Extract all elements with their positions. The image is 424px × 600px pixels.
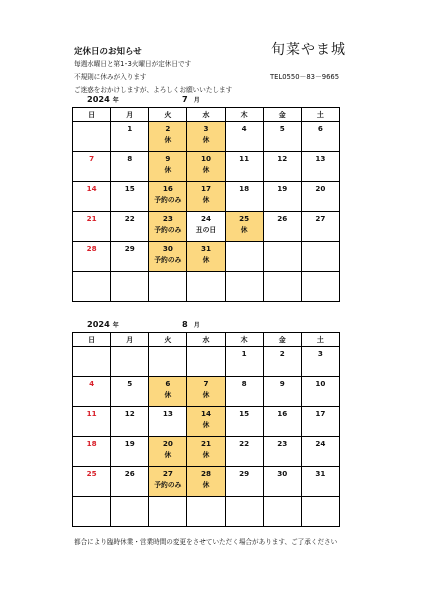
calendar-day-cell	[301, 467, 339, 497]
page-title: 定休日のお知らせ	[74, 47, 142, 57]
calendar-day-cell	[111, 437, 149, 467]
day-number: 31	[200, 244, 211, 253]
day-number: 13	[315, 154, 326, 163]
calendar-day-cell	[301, 242, 339, 272]
calendar-day-cell	[73, 497, 111, 527]
weekday-header: 金	[263, 333, 301, 347]
day-number	[149, 497, 186, 510]
day-number	[149, 347, 186, 360]
calendar-1-year: 2024 年	[87, 94, 119, 104]
day-number: 22	[239, 439, 250, 448]
day-note: 予約のみ	[154, 226, 182, 234]
day-number	[111, 497, 148, 510]
calendar-day-cell	[187, 242, 225, 272]
calendar-day-cell	[111, 497, 149, 527]
day-number: 15	[239, 409, 250, 418]
day-number: 28	[86, 244, 97, 253]
day-number: 29	[239, 469, 250, 478]
calendar-week-row	[73, 182, 340, 212]
day-number: 5	[279, 124, 285, 133]
day-number: 3	[203, 124, 209, 133]
calendar-day-cell	[263, 212, 301, 242]
calendar-day-cell	[111, 212, 149, 242]
calendar-day-cell	[225, 272, 263, 302]
weekday-header: 水	[187, 108, 225, 122]
notice-line-2: 不規則に休みが入ります	[74, 73, 147, 81]
calendar-day-cell	[225, 467, 263, 497]
calendar-day-cell	[111, 377, 149, 407]
weekday-header: 土	[301, 333, 339, 347]
calendar-day-cell	[263, 437, 301, 467]
day-note: 休	[202, 481, 210, 489]
day-number: 20	[162, 439, 173, 448]
day-number	[111, 347, 148, 360]
calendar-august	[72, 332, 340, 527]
calendar-day-cell	[187, 122, 225, 152]
calendar-day-cell	[73, 272, 111, 302]
calendar-day-cell	[263, 182, 301, 212]
day-number: 6	[165, 379, 171, 388]
calendar-day-cell	[301, 437, 339, 467]
calendar-week-row	[73, 242, 340, 272]
day-number: 12	[124, 409, 135, 418]
weekday-header: 月	[111, 108, 149, 122]
day-number: 24	[200, 214, 211, 223]
day-note: 休	[164, 451, 172, 459]
day-number: 18	[239, 184, 250, 193]
day-number: 30	[162, 244, 173, 253]
day-note: 予約のみ	[154, 481, 182, 489]
phone-number: TEL0550－83－9665	[270, 73, 340, 81]
calendar-day-cell	[301, 152, 339, 182]
notice-line-1: 毎週水曜日と第1･3火曜日が定休日です	[74, 60, 192, 68]
day-number	[111, 272, 148, 285]
calendar-day-cell	[225, 497, 263, 527]
calendar-day-cell	[301, 272, 339, 302]
day-number	[73, 497, 110, 510]
calendar-week-row	[73, 467, 340, 497]
calendar-day-cell	[263, 407, 301, 437]
day-number: 26	[124, 469, 135, 478]
calendar-week-row	[73, 407, 340, 437]
day-number	[264, 497, 301, 510]
calendar-day-cell	[73, 467, 111, 497]
calendar-day-cell	[301, 347, 339, 377]
day-number: 2	[165, 124, 171, 133]
calendar-day-cell	[73, 182, 111, 212]
calendar-day-cell	[225, 182, 263, 212]
day-number: 14	[200, 409, 211, 418]
day-number: 9	[279, 379, 285, 388]
day-number: 29	[124, 244, 135, 253]
calendar-week-row	[73, 152, 340, 182]
calendar-day-cell	[225, 377, 263, 407]
day-number: 9	[165, 154, 171, 163]
day-number	[187, 272, 224, 285]
day-note: 休	[202, 391, 210, 399]
calendar-day-cell	[149, 122, 187, 152]
calendar-day-cell	[149, 182, 187, 212]
calendar-day-cell	[263, 122, 301, 152]
calendar-week-row	[73, 377, 340, 407]
calendar-day-cell	[149, 407, 187, 437]
day-number: 1	[127, 124, 133, 133]
weekday-header: 月	[111, 333, 149, 347]
calendar-day-cell	[73, 152, 111, 182]
day-number: 13	[162, 409, 173, 418]
calendar-day-cell	[225, 407, 263, 437]
calendar-day-cell	[111, 122, 149, 152]
calendar-day-cell	[263, 272, 301, 302]
calendar-day-cell	[149, 152, 187, 182]
calendar-day-cell	[225, 122, 263, 152]
calendar-day-cell	[301, 122, 339, 152]
day-note: 休	[202, 451, 210, 459]
calendar-day-cell	[263, 467, 301, 497]
calendar-day-cell	[149, 272, 187, 302]
calendar-day-cell	[149, 437, 187, 467]
calendar-day-cell	[263, 347, 301, 377]
day-number: 30	[277, 469, 288, 478]
day-note: 休	[164, 166, 172, 174]
calendar-day-cell	[225, 347, 263, 377]
day-number	[264, 272, 301, 285]
day-number	[73, 347, 110, 360]
day-number: 28	[200, 469, 211, 478]
calendar-day-cell	[149, 497, 187, 527]
day-number	[226, 272, 263, 285]
day-number: 4	[241, 124, 247, 133]
calendar-day-cell	[301, 212, 339, 242]
weekday-header: 日	[73, 108, 111, 122]
calendar-day-cell	[111, 347, 149, 377]
day-number: 16	[277, 409, 288, 418]
day-number	[187, 347, 224, 360]
calendar-2-month: 8 月	[182, 319, 200, 329]
calendar-day-cell	[111, 182, 149, 212]
weekday-header: 土	[301, 108, 339, 122]
day-note: 休	[202, 166, 210, 174]
day-number	[264, 242, 301, 255]
calendar-day-cell	[263, 377, 301, 407]
day-number: 27	[162, 469, 173, 478]
day-number: 10	[315, 379, 326, 388]
day-note: 休	[202, 256, 210, 264]
weekday-header: 木	[225, 108, 263, 122]
calendar-day-cell	[187, 212, 225, 242]
day-number: 25	[239, 214, 250, 223]
day-number: 22	[124, 214, 135, 223]
calendar-day-cell	[187, 437, 225, 467]
weekday-header: 日	[73, 333, 111, 347]
day-note: 丑の日	[195, 226, 217, 234]
calendar-day-cell	[187, 377, 225, 407]
day-note: 休	[202, 421, 210, 429]
calendar-day-cell	[225, 242, 263, 272]
day-note: 休	[202, 136, 210, 144]
calendar-day-cell	[73, 347, 111, 377]
calendar-day-cell	[149, 347, 187, 377]
day-number: 23	[162, 214, 173, 223]
day-number: 8	[241, 379, 247, 388]
day-number: 15	[124, 184, 135, 193]
day-number: 3	[317, 349, 323, 358]
weekday-header: 火	[149, 333, 187, 347]
day-number: 19	[124, 439, 135, 448]
day-number: 21	[200, 439, 211, 448]
day-number: 4	[89, 379, 95, 388]
day-number	[226, 242, 263, 255]
calendar-week-row	[73, 437, 340, 467]
day-number: 18	[86, 439, 97, 448]
day-number	[302, 497, 339, 510]
calendar-day-cell	[187, 182, 225, 212]
day-number: 11	[239, 154, 250, 163]
day-number: 6	[317, 124, 323, 133]
day-number	[73, 272, 110, 285]
weekday-header: 火	[149, 108, 187, 122]
calendar-1-month: 7 月	[182, 94, 200, 104]
calendar-day-cell	[111, 407, 149, 437]
day-number: 8	[127, 154, 133, 163]
calendar-day-cell	[301, 377, 339, 407]
day-number: 7	[89, 154, 95, 163]
calendar-day-cell	[225, 152, 263, 182]
calendar-day-cell	[73, 212, 111, 242]
calendar-day-cell	[263, 152, 301, 182]
footer-note: 都合により臨時休業・営業時間の変更をさせていただく場合があります、ご了承ください	[74, 538, 338, 546]
calendar-day-cell	[73, 122, 111, 152]
day-number	[73, 122, 110, 135]
day-note: 休	[202, 196, 210, 204]
day-number: 12	[277, 154, 288, 163]
calendar-week-row	[73, 347, 340, 377]
calendar-day-cell	[111, 272, 149, 302]
calendar-day-cell	[225, 437, 263, 467]
calendar-day-cell	[187, 467, 225, 497]
calendar-day-cell	[187, 407, 225, 437]
weekday-header: 木	[225, 333, 263, 347]
calendar-day-cell	[187, 347, 225, 377]
weekday-header: 水	[187, 333, 225, 347]
day-number: 17	[200, 184, 211, 193]
calendar-day-cell	[263, 497, 301, 527]
day-number: 11	[86, 409, 97, 418]
weekday-header: 金	[263, 108, 301, 122]
calendar-day-cell	[149, 377, 187, 407]
calendar-day-cell	[73, 407, 111, 437]
calendar-day-cell	[225, 212, 263, 242]
day-note: 休	[240, 226, 248, 234]
day-number: 19	[277, 184, 288, 193]
day-note: 予約のみ	[154, 196, 182, 204]
calendar-day-cell	[301, 497, 339, 527]
shop-name: 旬菜やま城	[271, 42, 346, 58]
notice-line-3: ご迷惑をおかけしますが、よろしくお願いいたします	[74, 86, 233, 94]
day-number	[302, 242, 339, 255]
day-number: 27	[315, 214, 326, 223]
day-number	[187, 497, 224, 510]
calendar-day-cell	[73, 437, 111, 467]
calendar-day-cell	[73, 377, 111, 407]
calendar-day-cell	[301, 182, 339, 212]
day-note: 予約のみ	[154, 256, 182, 264]
day-number	[226, 497, 263, 510]
calendar-day-cell	[111, 467, 149, 497]
calendar-week-row	[73, 272, 340, 302]
calendar-day-cell	[149, 242, 187, 272]
day-number: 25	[86, 469, 97, 478]
calendar-day-cell	[73, 242, 111, 272]
day-number: 21	[86, 214, 97, 223]
day-number: 31	[315, 469, 326, 478]
day-number: 7	[203, 379, 209, 388]
day-number: 24	[315, 439, 326, 448]
calendar-day-cell	[149, 212, 187, 242]
calendar-week-row	[73, 122, 340, 152]
calendar-day-cell	[187, 152, 225, 182]
day-number: 16	[162, 184, 173, 193]
day-number: 14	[86, 184, 97, 193]
day-number	[149, 272, 186, 285]
calendar-day-cell	[111, 152, 149, 182]
calendar-day-cell	[187, 497, 225, 527]
calendar-day-cell	[263, 242, 301, 272]
day-number: 17	[315, 409, 326, 418]
day-number: 2	[279, 349, 285, 358]
day-number	[302, 272, 339, 285]
day-number: 26	[277, 214, 288, 223]
calendar-day-cell	[301, 407, 339, 437]
day-number: 1	[241, 349, 247, 358]
day-note: 休	[164, 136, 172, 144]
calendar-week-row	[73, 212, 340, 242]
calendar-day-cell	[111, 242, 149, 272]
day-note: 休	[164, 391, 172, 399]
day-number: 20	[315, 184, 326, 193]
calendar-day-cell	[187, 272, 225, 302]
calendar-2-year: 2024 年	[87, 319, 119, 329]
day-number: 10	[200, 154, 211, 163]
calendar-july	[72, 107, 340, 302]
day-number: 23	[277, 439, 288, 448]
calendar-day-cell	[149, 467, 187, 497]
calendar-week-row	[73, 497, 340, 527]
day-number: 5	[127, 379, 133, 388]
